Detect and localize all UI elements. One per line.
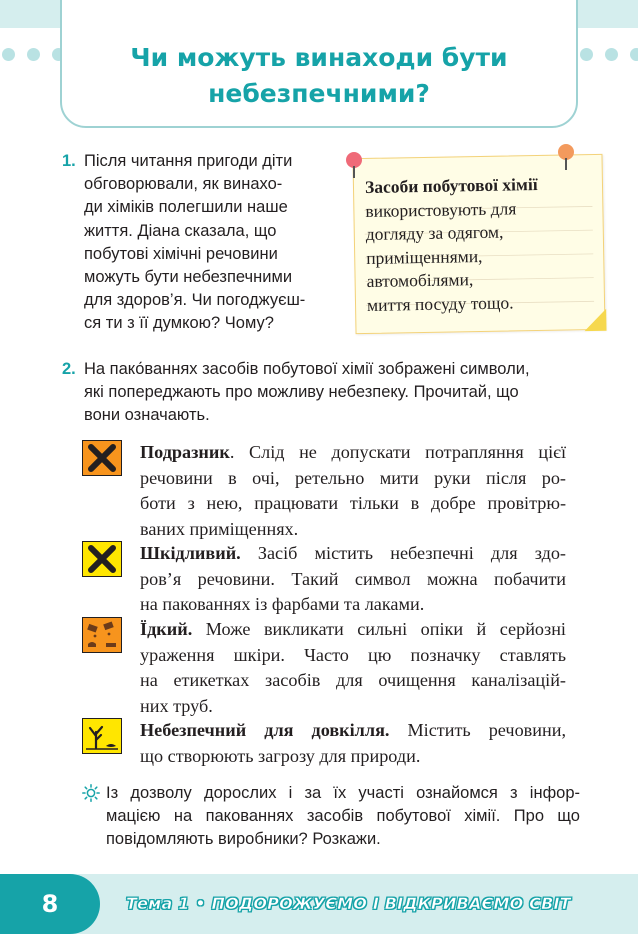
hazard-line: ров’я речовини. Такий символ можна побачити xyxy=(140,568,566,589)
page-title-line-1: Чи можуть винаходи бути xyxy=(130,43,508,72)
page-number: 8 xyxy=(41,890,59,918)
task-2-line: які попереджають про можливу небезпеку. Прочитай, що xyxy=(84,383,519,402)
hazard-term: Їдкий. xyxy=(140,619,193,639)
note-line: використовують для xyxy=(365,197,517,221)
hazard-term: Небезпечний для довкілля. xyxy=(140,720,390,740)
hazard-line: Може викликати сильні опіки й серйозні xyxy=(192,619,566,639)
sticky-note xyxy=(346,152,606,338)
note-line: приміщеннями, xyxy=(366,245,483,268)
decorative-dots-right xyxy=(580,48,638,64)
task-1-line: Після читання пригоди діти xyxy=(84,152,293,170)
hazard-line: речовини в очі, ретельно мити руки після ро- xyxy=(140,467,566,488)
task-1-text xyxy=(84,150,305,336)
task-2-number: 2. xyxy=(62,360,76,378)
task-2-line: вони означають. xyxy=(84,406,210,425)
hazard-line: на етикетках засобів для очищення каналізацій- xyxy=(140,670,566,690)
hazard-line: Містить речовини, xyxy=(389,720,566,740)
corrosive-icon xyxy=(82,617,122,653)
note-title: Засоби побутової хімії xyxy=(364,174,538,198)
hazard-term: Шкідливий. xyxy=(140,543,241,563)
note-text xyxy=(365,172,599,318)
note-line: автомобілями, xyxy=(366,269,474,292)
decorative-dots-left xyxy=(2,48,65,64)
hazard-description xyxy=(140,541,566,618)
footer-topic: Тема 1 • ПОДОРОЖУЄМО І ВІДКРИВАЄМО СВІТ xyxy=(126,894,571,913)
task-1-line: ся ти з її думкою? Чому? xyxy=(84,314,274,333)
task-1-number: 1. xyxy=(62,152,76,170)
pin-stem xyxy=(353,166,355,178)
hazard-description xyxy=(140,718,566,769)
hazard-term: Подразник xyxy=(140,442,230,462)
task-1-line: ди хіміків полегшили наше xyxy=(84,198,288,217)
task-1-line: побутові хімічні речовини xyxy=(84,244,278,263)
hazard-line: що створюють загрозу для природи. xyxy=(140,745,421,766)
task-1-line: для здоров’я. Чи погоджуєш- xyxy=(84,291,306,310)
pin-stem xyxy=(565,158,567,170)
task-3-line: мацією на пакованнях засобів побутової хімії. Про що xyxy=(106,807,580,826)
task-2-text xyxy=(84,358,530,428)
hazard-description xyxy=(140,617,566,719)
note-line: догляду за одягом, xyxy=(365,221,504,245)
title-box xyxy=(60,0,578,128)
task-3-text xyxy=(106,782,580,852)
hazard-description xyxy=(140,440,566,542)
hazard-line: . Слід не допускати потрапляння цієї xyxy=(229,442,566,462)
irritant-icon xyxy=(82,440,122,476)
task-3-line: Із дозволу дорослих і за їх участі ознайомся з інфор- xyxy=(106,784,580,802)
hazard-line: ваних приміщеннях. xyxy=(140,518,299,539)
task-1-line: життя. Діана сказала, що xyxy=(84,221,277,240)
environment-hazard-icon xyxy=(82,718,122,754)
hazard-line: ураження шкіри. Часто цю позначку ставлять xyxy=(140,644,566,665)
task-1-line: можуть бути небезпечними xyxy=(84,268,293,287)
hazard-line: боти з нею, працювати тільки в добре провітрю- xyxy=(140,493,566,513)
hazard-line: них труб. xyxy=(140,695,213,716)
hazard-line: Засіб містить небезпечні для здо- xyxy=(240,543,566,563)
task-3-line: повідомляють виробники? Розкажи. xyxy=(106,830,381,849)
sun-icon xyxy=(82,784,100,802)
task-1-line: обговорювали, як винахо- xyxy=(84,175,283,194)
page-title-line-2: небезпечними? xyxy=(208,79,430,108)
task-2-line: На пако́ваннях засобів побутової хімії зображені символи, xyxy=(84,360,530,378)
note-line: миття посуду тощо. xyxy=(366,292,514,315)
hazard-line: на пакованнях із фарбами та лаками. xyxy=(140,594,425,614)
harmful-icon xyxy=(82,541,122,577)
